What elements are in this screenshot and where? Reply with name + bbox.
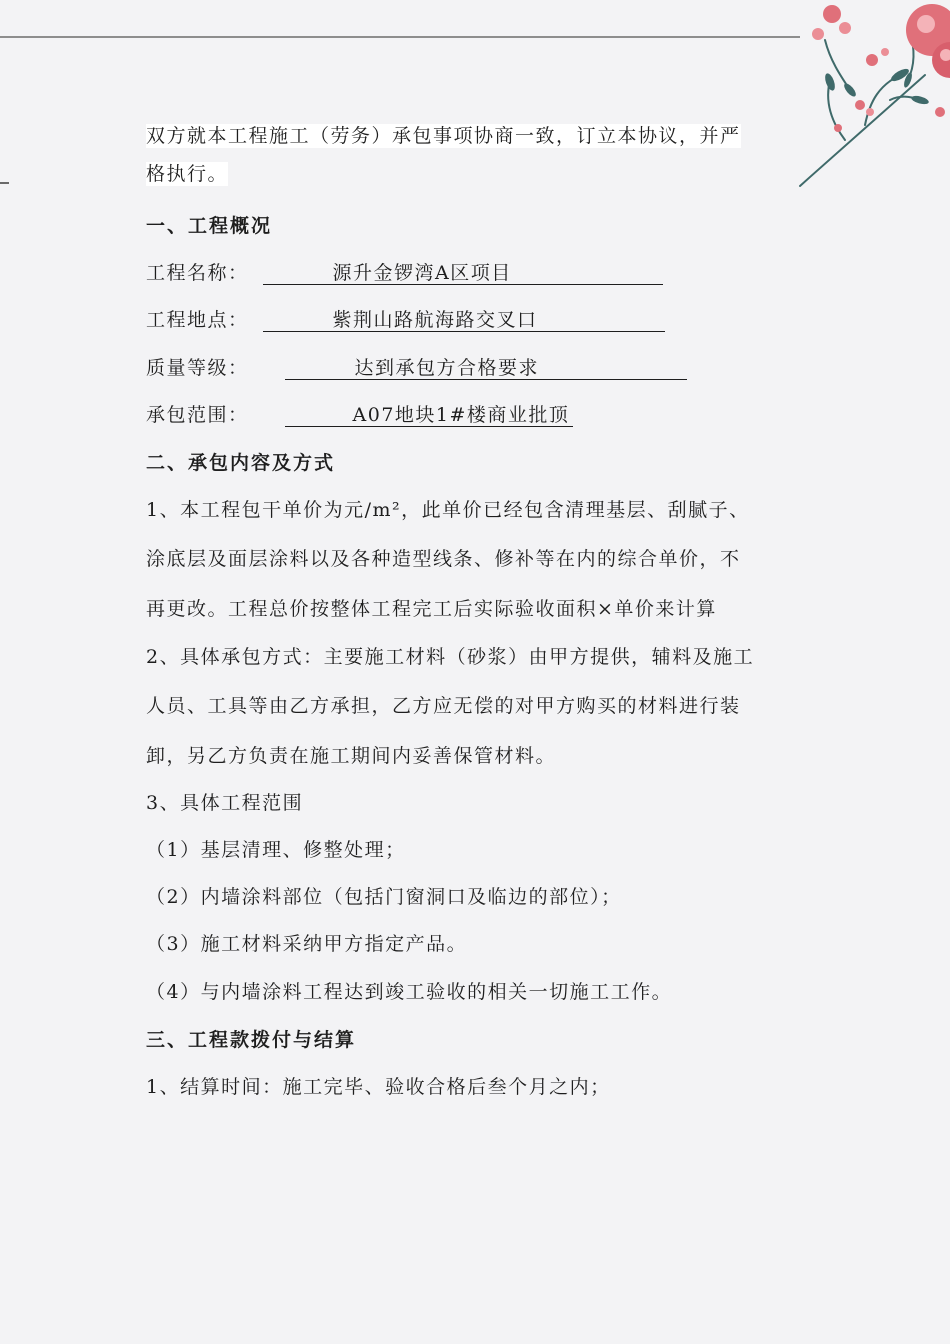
field-label: 质量等级：: [146, 357, 249, 379]
paragraph-line: 人员、工具等由乙方承担，乙方应无偿的对甲方购买的材料进行装: [146, 695, 741, 717]
paragraph-line: 涂底层及面层涂料以及各种造型线条、修补等在内的综合单价，不: [146, 548, 741, 570]
paragraph-line: 3、具体工程范围: [146, 792, 304, 814]
field-value: 达到承包方合格要求: [285, 357, 687, 380]
intro-line-2: 格执行。: [146, 163, 229, 185]
list-item: （1）基层清理、修整处理；: [146, 839, 406, 861]
header-rule: [0, 36, 800, 38]
list-item: （3）施工材料采纳甲方指定产品。: [146, 933, 468, 955]
paragraph-line: 1、结算时间：施工完毕、验收合格后叁个月之内；: [146, 1076, 611, 1098]
field-label: 工程地点：: [146, 309, 249, 331]
field-project-location: [146, 308, 665, 332]
field-value: 源升金锣湾A区项目: [263, 262, 663, 285]
section-heading-payment: 三、工程款拨付与结算: [146, 1029, 357, 1051]
field-label: 工程名称：: [146, 262, 249, 284]
intro-line-1: 双方就本工程施工（劳务）承包事项协商一致，订立本协议，并严: [146, 125, 741, 147]
margin-mark: [0, 182, 9, 184]
field-contract-scope: [146, 403, 573, 427]
list-item: （4）与内墙涂料工程达到竣工验收的相关一切施工工作。: [146, 981, 673, 1003]
paragraph-line: 2、具体承包方式：主要施工材料（砂浆）由甲方提供，辅料及施工: [146, 646, 755, 668]
field-value: A07地块1#楼商业批顶: [285, 404, 573, 427]
paragraph-line: 1、本工程包干单价为元/m²，此单价已经包含清理基层、刮腻子、: [146, 499, 750, 521]
floral-corner-icon: [750, 0, 950, 190]
field-label: 承包范围：: [146, 404, 249, 426]
list-item: （2）内墙涂料部位（包括门窗洞口及临边的部位）；: [146, 886, 622, 908]
section-heading-contract-content: 二、承包内容及方式: [146, 452, 336, 474]
paragraph-line: 再更改。工程总价按整体工程完工后实际验收面积×单价来计算: [146, 598, 717, 620]
section-heading-overview: 一、工程概况: [146, 215, 273, 237]
field-value: 紫荆山路航海路交叉口: [263, 309, 665, 332]
field-project-name: [146, 261, 663, 285]
field-quality-grade: [146, 356, 687, 380]
paragraph-line: 卸，另乙方负责在施工期间内妥善保管材料。: [146, 745, 557, 767]
